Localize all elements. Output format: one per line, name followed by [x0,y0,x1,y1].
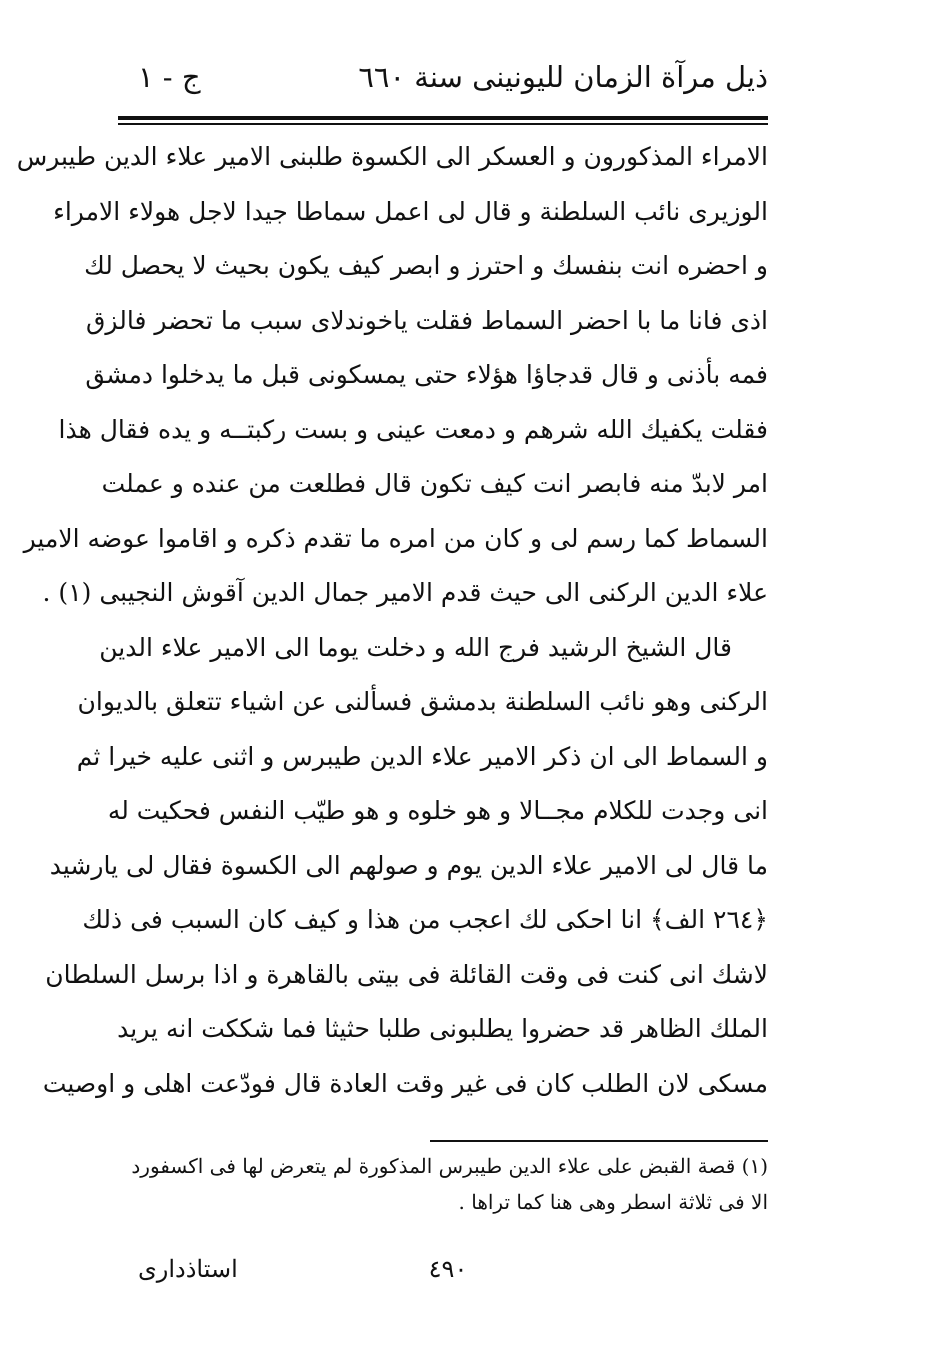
text-line: قال الشيخ الرشيد فرج الله و دخلت يوما الى الامير علاء الدين [99,632,732,662]
text-line: اذى فانا ما با احضر السماط فقلت ياخوندلاى سبب ما تحضر فالزق [86,305,768,335]
text-line: علاء الدين الركنى الى حيث قدم الامير جمال الدين آقوش النجيبى (١) . [42,578,768,607]
text-line: و احضره انت بنفسك و احترز و ابصر كيف يكون بحيث لا يحصل لك [84,251,768,280]
running-title: ذيل مرآة الزمان لليونينى سنة ٦٦٠ [358,60,768,94]
footnotes [118,1148,768,1220]
text-line: فقلت يكفيك الله شرهم و دمعت عينى و بست ركبتــه و يده فقال هذا [58,414,768,444]
text-line: ﴿٢٦٤ الف﴾ انا احكى لك اعجب من هذا و كيف كان السبب فى ذلك [82,905,768,934]
header-rule-thin [118,123,768,125]
text-line: الملك الظاهر قد حضروا يطلبونى طلبا حثيثا فما شككت انه يريد [117,1014,768,1043]
text-line: و السماط الى ان ذكر الامير علاء الدين طيبرس و اثنى عليه خيرا ثم [76,741,768,771]
text-line: الوزيرى نائب السلطنة و قال لى اعمل سماطا جيدا لاجل هولاء الامراء [53,196,768,226]
running-header [118,60,768,110]
footnote-line: الا فى ثلاثة اسطر وهى هنا كما تراها . [458,1190,768,1214]
footnote-rule [430,1140,768,1142]
text-line: لاشك انى كنت فى وقت القائلة فى بيتى بالقاهرة و اذا برسل السلطان [45,959,768,989]
text-line: امر لابدّ منه فابصر انت كيف تكون قال فطلعت من عنده و عملت [101,469,768,498]
text-line: ما قال لى الامير علاء الدين يوم و صولهم الى الكسوة فقال لى يارشيد [49,850,768,880]
volume-number: ج - ١ [138,60,201,94]
text-line: فمه بأذنى و قال قدجاؤا هؤلاء حتى يمسكونى قبل ما يدخلوا دمشق [85,360,768,389]
page-number: ٤٩٠ [428,1255,468,1283]
footnote-line: (١) قصة القبض على علاء الدين طيبرس المذكورة لم يتعرض لها فى اكسفورد [131,1154,768,1178]
body-text [16,130,768,1111]
text-line: الركنى وهو نائب السلطنة بدمشق فسألنى عن اشياء تتعلق بالديوان [77,687,768,716]
text-line: السماط كما رسم لى و كان من امره ما تقدم ذكره و اقاموا عوضه الامير [23,523,768,553]
catchword: استاذدارى [138,1255,238,1283]
text-line: انى وجدت للكلام مجــالا و هو خلوه و هو طيّب النفس فحكيت له [107,796,768,825]
text-line: مسكى لان الطلب كان فى غير وقت العادة قال فودّعت اهلى و اوصيت [42,1068,768,1098]
header-rule [118,116,768,120]
page-footer [118,1255,768,1295]
text-line: الامراء المذكورون و العسكر الى الكسوة طلبنى الامير علاء الدين طيبرس [16,142,768,171]
